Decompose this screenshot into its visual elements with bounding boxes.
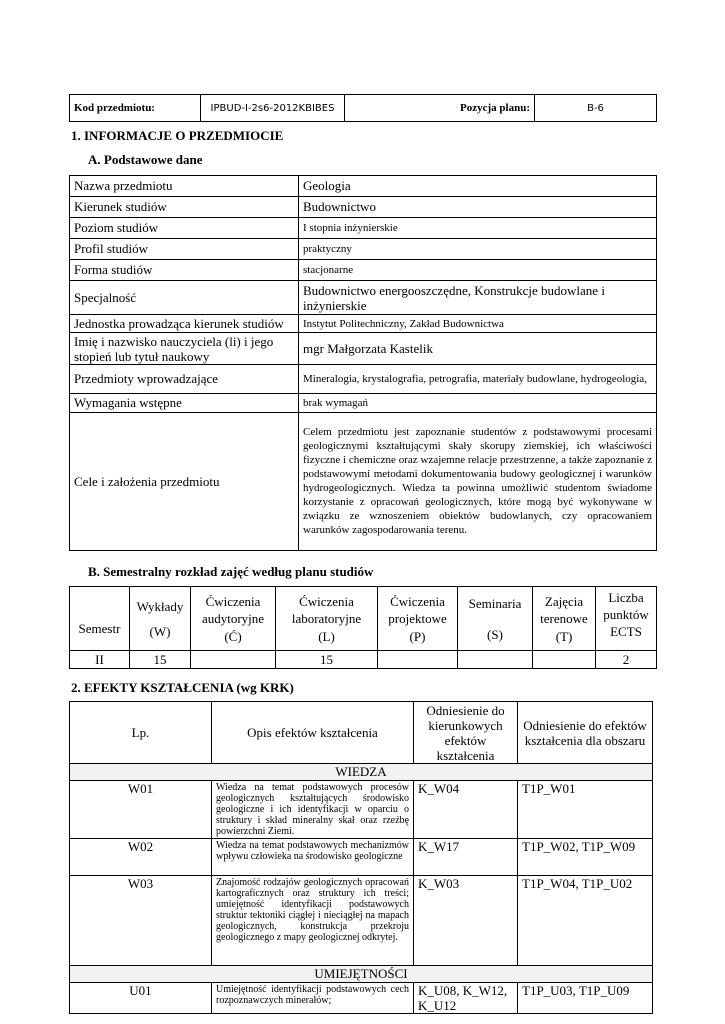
basic-label: Poziom studiów <box>70 218 299 239</box>
basic-value: Budownictwo <box>299 197 657 218</box>
effect-area: T1P_U03, T1P_U09 <box>518 983 653 1014</box>
semester-value: II <box>70 651 130 669</box>
effect-lp: W01 <box>70 781 212 839</box>
project-hours <box>378 651 458 669</box>
schedule-col-header <box>191 587 276 651</box>
effects-header-dir: Odniesienie do kierunkowych efektów kształcenia <box>414 702 518 764</box>
course-code: IPBUD-I-2s6-2012KBIBES <box>201 95 345 122</box>
course-code-label: Kod przedmiotu: <box>70 95 201 122</box>
basic-row <box>70 394 657 413</box>
basic-value: Geologia <box>299 176 657 197</box>
basic-row <box>70 365 657 394</box>
section1-title: 1. INFORMACJE O PRZEDMIOCIE <box>71 128 284 143</box>
seminar-hours <box>458 651 533 669</box>
field-hours <box>533 651 596 669</box>
basic-row <box>70 218 657 239</box>
effects-header-area: Odniesienie do efektów kształcenia dla obszaru <box>518 702 653 764</box>
subsection-a-title: A. Podstawowe dane <box>88 152 203 167</box>
basic-value: Budownictwo energooszczędne, Konstrukcje budowlane i inżynierskie <box>299 281 657 315</box>
basic-row <box>70 260 657 281</box>
effect-desc: Umiejętność identyfikacji podstawowych cech rozpoznawczych minerałów; <box>212 983 414 1014</box>
basic-row <box>70 281 657 315</box>
basic-label: Jednostka prowadząca kierunek studiów <box>70 315 299 333</box>
col-name: Seminaria <box>468 595 522 611</box>
course-header-table <box>69 94 657 122</box>
effect-area: T1P_W04, T1P_U02 <box>518 876 653 966</box>
col-abbr: (T) <box>555 628 573 644</box>
effects-row <box>70 876 653 966</box>
basic-row <box>70 176 657 197</box>
ects-value: 2 <box>596 651 657 669</box>
plan-position-label: Pozycja planu: <box>345 95 535 122</box>
effect-desc: Wiedza na temat podstawowych procesów geologicznych kształtujących środowisko geologiczne i ich identyfikacji w oparciu o struktury i skład mineralny skał oraz rzeźbę powierzchni Ziemi. <box>212 781 414 839</box>
basic-label: Cele i założenia przedmiotu <box>70 413 299 551</box>
effect-lp: U01 <box>70 983 212 1014</box>
schedule-col-header <box>276 587 378 651</box>
col-name: Ćwiczenia audytoryjne <box>201 593 265 626</box>
effects-section-knowledge: WIEDZA <box>70 764 653 781</box>
schedule-col-header <box>130 587 191 651</box>
effect-desc: Wiedza na temat podstawowych mechanizmów wpływu człowieka na środowisko geologiczne <box>212 839 414 876</box>
lectures-hours: 15 <box>130 651 191 669</box>
effect-lp: W02 <box>70 839 212 876</box>
basic-data-table <box>69 175 657 551</box>
effect-dir: K_W17 <box>414 839 518 876</box>
basic-row <box>70 239 657 260</box>
ects-header: Liczba punktów ECTS <box>596 587 657 651</box>
effects-row <box>70 983 653 1014</box>
basic-value-goals: Celem przedmiotu jest zapoznanie studentów z podstawowymi procesami geologicznymi kształtującymi skały skorupy ziemskiej, ich właściwości fizyczne i chemiczne oraz wzajemne relacje przestrzenne, a także zapoznanie z podstawowymi metodami dokumentowania budowy geologicznej i warunków hydrogeologicznych. Wiedza ta powinna umożliwić studentom świadome korzystanie z opracowań geologicznych, które mogą być wykonywane w związku ze wznoszeniem obiektów budowlanych, czy opracowaniem warunków zagospodarowania terenu. <box>299 413 657 551</box>
basic-label: Wymagania wstępne <box>70 394 299 413</box>
effects-section-skills: UMIEJĘTNOŚCI <box>70 966 653 983</box>
basic-label: Kierunek studiów <box>70 197 299 218</box>
effect-area: T1P_W02, T1P_W09 <box>518 839 653 876</box>
effect-desc: Znajomość rodzajów geologicznych opracowań kartograficznych oraz struktury ich treści; umiejętność identyfikacji podstawowych struktur tektoniki ciągłej i nieciągłej na mapach geologicznych, konstrukcja przekroju geologicznego z mapy geologicznej odkrytej. <box>212 876 414 966</box>
subsection-b-title: B. Semestralny rozkład zajęć według planu studiów <box>88 564 374 579</box>
effects-header-desc: Opis efektów kształcenia <box>212 702 414 764</box>
basic-label: Profil studiów <box>70 239 299 260</box>
basic-label: Forma studiów <box>70 260 299 281</box>
effects-header-lp: Lp. <box>70 702 212 764</box>
basic-value: brak wymagań <box>299 394 657 413</box>
schedule-col-header <box>533 587 596 651</box>
basic-value: Mineralogia, krystalografia, petrografia, materiały budowlane, hydrogeologia, <box>299 365 657 394</box>
col-abbr: (S) <box>487 626 503 642</box>
basic-label: Imię i nazwisko nauczyciela (li) i jego stopień lub tytuł naukowy <box>70 333 299 365</box>
col-name: Ćwiczenia laboratoryjne <box>291 593 362 626</box>
basic-label: Nazwa przedmiotu <box>70 176 299 197</box>
col-name: Ćwiczenia projektowe <box>388 593 447 626</box>
schedule-col-header <box>458 587 533 651</box>
basic-value: praktyczny <box>299 239 657 260</box>
basic-row <box>70 197 657 218</box>
basic-row <box>70 315 657 333</box>
basic-value: I stopnia inżynierskie <box>299 218 657 239</box>
basic-row <box>70 333 657 365</box>
effects-table <box>69 701 653 1014</box>
semester-header: Semestr <box>70 587 130 651</box>
col-abbr: (L) <box>318 628 335 644</box>
effect-dir: K_W03 <box>414 876 518 966</box>
effects-row <box>70 839 653 876</box>
section2-title: 2. EFEKTY KSZTAŁCENIA (wg KRK) <box>71 680 294 695</box>
effect-dir: K_U08, K_W12, K_U12 <box>414 983 518 1014</box>
basic-value: Instytut Politechniczny, Zakład Budownictwa <box>299 315 657 333</box>
basic-value: mgr Małgorzata Kastelik <box>299 333 657 365</box>
effect-lp: W03 <box>70 876 212 966</box>
effect-area: T1P_W01 <box>518 781 653 839</box>
basic-row <box>70 413 657 551</box>
schedule-col-header <box>378 587 458 651</box>
basic-value: stacjonarne <box>299 260 657 281</box>
effects-row <box>70 781 653 839</box>
basic-label: Przedmioty wprowadzające <box>70 365 299 394</box>
schedule-row <box>70 651 657 669</box>
plan-position: B-6 <box>535 95 657 122</box>
basic-label: Specjalność <box>70 281 299 315</box>
col-abbr: (Ć) <box>224 628 242 644</box>
col-abbr: (W) <box>149 623 171 639</box>
col-name: Wykłady <box>136 598 184 614</box>
effect-dir: K_W04 <box>414 781 518 839</box>
auditory-hours <box>191 651 276 669</box>
col-abbr: (P) <box>409 628 426 644</box>
lab-hours: 15 <box>276 651 378 669</box>
col-name: Zajęcia terenowe <box>540 593 588 626</box>
schedule-table <box>69 586 657 669</box>
